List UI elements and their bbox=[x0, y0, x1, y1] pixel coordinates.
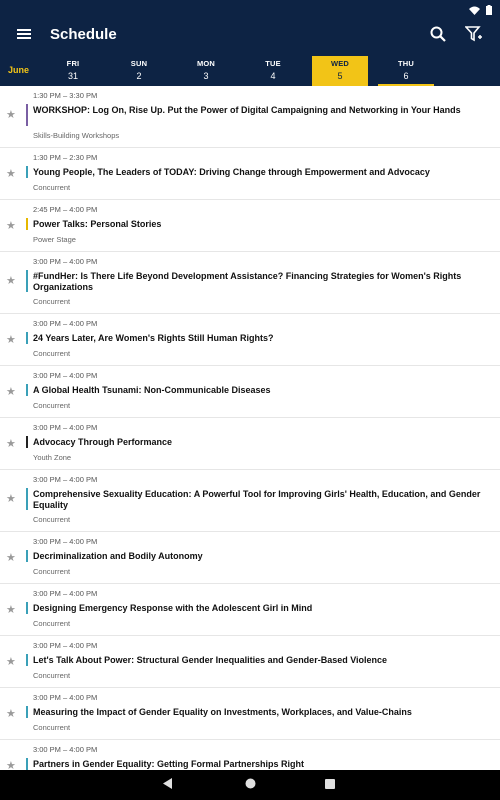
session-row[interactable] bbox=[0, 470, 500, 532]
date-bar bbox=[0, 56, 500, 86]
session-row[interactable] bbox=[0, 252, 500, 314]
home-icon bbox=[245, 776, 256, 794]
session-track: Youth Zone bbox=[33, 453, 72, 462]
app-bar bbox=[0, 16, 500, 56]
day-tab-weekday: MON bbox=[196, 59, 216, 68]
favorite-star-icon[interactable]: ★ bbox=[6, 552, 16, 564]
search-button[interactable] bbox=[426, 24, 450, 48]
session-track: Power Stage bbox=[33, 235, 76, 244]
search-icon bbox=[430, 26, 446, 47]
session-time: 3:00 PM – 4:00 PM bbox=[33, 257, 98, 266]
session-track: Concurrent bbox=[33, 619, 71, 628]
day-tab-date: 31 bbox=[67, 71, 78, 81]
day-tab-weekday: FRI bbox=[66, 59, 80, 68]
session-time: 3:00 PM – 4:00 PM bbox=[33, 589, 98, 598]
session-row[interactable] bbox=[0, 314, 500, 366]
session-title: 24 Years Later, Are Women's Rights Still Human Rights? bbox=[33, 333, 274, 343]
session-title: Comprehensive Sexuality Education: A Powerful Tool for Improving Girls' Health, Education, and Gender Equality bbox=[33, 489, 481, 510]
session-title: Designing Emergency Response with the Adolescent Girl in Mind bbox=[33, 603, 313, 613]
day-tab-tue[interactable] bbox=[245, 56, 301, 86]
session-title: Let's Talk About Power: Structural Gender Inequalities and Gender-Based Violence bbox=[33, 655, 388, 665]
session-row[interactable] bbox=[0, 532, 500, 584]
track-color-bar bbox=[26, 550, 28, 562]
day-tab-wed[interactable] bbox=[312, 56, 368, 86]
back-button[interactable] bbox=[160, 777, 176, 793]
session-time: 3:00 PM – 4:00 PM bbox=[33, 423, 98, 432]
session-row[interactable] bbox=[0, 86, 500, 148]
favorite-star-icon[interactable]: ★ bbox=[6, 168, 16, 180]
favorite-star-icon[interactable]: ★ bbox=[6, 438, 16, 450]
track-color-bar bbox=[26, 218, 28, 230]
session-title: Partners in Gender Equality: Getting Formal Partnerships Right bbox=[33, 759, 305, 769]
track-color-bar bbox=[26, 332, 28, 344]
favorite-star-icon[interactable]: ★ bbox=[6, 334, 16, 346]
session-time: 1:30 PM – 2:30 PM bbox=[33, 153, 98, 162]
favorite-star-icon[interactable]: ★ bbox=[6, 760, 16, 770]
session-title: Power Talks: Personal Stories bbox=[33, 219, 162, 229]
session-title: Young People, The Leaders of TODAY: Driving Change through Empowerment and Advocacy bbox=[33, 167, 430, 177]
month-label: June bbox=[8, 65, 30, 75]
track-color-bar bbox=[26, 602, 28, 614]
session-time: 2:45 PM – 4:00 PM bbox=[33, 205, 98, 214]
session-row[interactable] bbox=[0, 636, 500, 688]
session-row[interactable] bbox=[0, 200, 500, 252]
track-color-bar bbox=[26, 654, 28, 666]
session-time: 3:00 PM – 4:00 PM bbox=[33, 641, 98, 650]
favorite-star-icon[interactable]: ★ bbox=[6, 493, 16, 505]
status-bar bbox=[0, 0, 500, 16]
session-time: 1:30 PM – 3:30 PM bbox=[33, 91, 98, 100]
session-row[interactable] bbox=[0, 740, 500, 770]
day-tab-weekday: SUN bbox=[130, 59, 148, 68]
favorite-star-icon[interactable]: ★ bbox=[6, 220, 16, 232]
menu-button[interactable] bbox=[12, 24, 36, 48]
session-time: 3:00 PM – 4:00 PM bbox=[33, 537, 98, 546]
favorite-star-icon[interactable]: ★ bbox=[6, 656, 16, 668]
day-tab-date: 6 bbox=[403, 71, 409, 81]
recents-icon bbox=[325, 776, 335, 794]
session-title: A Global Health Tsunami: Non-Communicable Diseases bbox=[33, 385, 271, 395]
page-title: Schedule bbox=[50, 26, 117, 43]
favorite-star-icon[interactable]: ★ bbox=[6, 386, 16, 398]
navigation-bar bbox=[0, 770, 500, 800]
day-tab-mon[interactable] bbox=[178, 56, 234, 86]
track-color-bar bbox=[26, 488, 28, 510]
session-time: 3:00 PM – 4:00 PM bbox=[33, 371, 98, 380]
session-list[interactable] bbox=[0, 86, 500, 770]
favorite-star-icon[interactable]: ★ bbox=[6, 708, 16, 720]
session-title: Measuring the Impact of Gender Equality on Investments, Workplaces, and Value-Chains bbox=[33, 707, 412, 717]
session-title: #FundHer: Is There Life Beyond Development Assistance? Financing Strategies for Women's Rights Organizations bbox=[33, 271, 462, 292]
session-track: Concurrent bbox=[33, 515, 71, 524]
track-color-bar bbox=[26, 384, 28, 396]
day-tab-date: 3 bbox=[203, 71, 209, 81]
session-row[interactable] bbox=[0, 366, 500, 418]
track-color-bar bbox=[26, 166, 28, 178]
favorite-star-icon[interactable]: ★ bbox=[6, 604, 16, 616]
session-row[interactable] bbox=[0, 418, 500, 470]
session-time: 3:00 PM – 4:00 PM bbox=[33, 693, 98, 702]
session-title: WORKSHOP: Log On, Rise Up. Put the Power of Digital Campaigning and Networking in Your Hands bbox=[33, 105, 461, 115]
day-tab-weekday: THU bbox=[397, 59, 414, 68]
home-button[interactable] bbox=[242, 777, 258, 793]
filter-button[interactable] bbox=[462, 24, 486, 48]
session-track: Concurrent bbox=[33, 183, 71, 192]
track-color-bar bbox=[26, 436, 28, 448]
session-title: Decriminalization and Bodily Autonomy bbox=[33, 551, 203, 561]
session-row[interactable] bbox=[0, 584, 500, 636]
favorite-star-icon[interactable]: ★ bbox=[6, 109, 16, 121]
session-title: Advocacy Through Performance bbox=[33, 437, 173, 447]
session-track: Concurrent bbox=[33, 567, 71, 576]
day-tab-sun[interactable] bbox=[111, 56, 167, 86]
session-row[interactable] bbox=[0, 688, 500, 740]
session-time: 3:00 PM – 4:00 PM bbox=[33, 475, 98, 484]
session-track: Skills-Building Workshops bbox=[33, 131, 120, 140]
day-tab-weekday: WED bbox=[330, 59, 350, 68]
session-track: Concurrent bbox=[33, 671, 71, 680]
session-track: Concurrent bbox=[33, 401, 71, 410]
day-tab-date: 5 bbox=[337, 71, 343, 81]
day-tab-weekday: TUE bbox=[265, 59, 281, 68]
menu-icon bbox=[17, 27, 31, 45]
session-track: Concurrent bbox=[33, 297, 71, 306]
track-color-bar bbox=[26, 270, 28, 292]
day-tab-thu[interactable] bbox=[378, 56, 434, 86]
track-color-bar bbox=[26, 104, 28, 126]
back-icon bbox=[163, 776, 173, 794]
track-color-bar bbox=[26, 706, 28, 718]
recents-button[interactable] bbox=[322, 777, 338, 793]
track-color-bar bbox=[26, 758, 28, 770]
day-tab-date: 4 bbox=[270, 71, 276, 81]
favorite-star-icon[interactable]: ★ bbox=[6, 275, 16, 287]
session-time: 3:00 PM – 4:00 PM bbox=[33, 319, 98, 328]
filter-icon bbox=[465, 26, 483, 47]
session-row[interactable] bbox=[0, 148, 500, 200]
session-time: 3:00 PM – 4:00 PM bbox=[33, 745, 98, 754]
session-track: Concurrent bbox=[33, 349, 71, 358]
session-track: Concurrent bbox=[33, 723, 71, 732]
day-tab-fri[interactable] bbox=[45, 56, 101, 86]
day-tab-date: 2 bbox=[136, 71, 142, 81]
